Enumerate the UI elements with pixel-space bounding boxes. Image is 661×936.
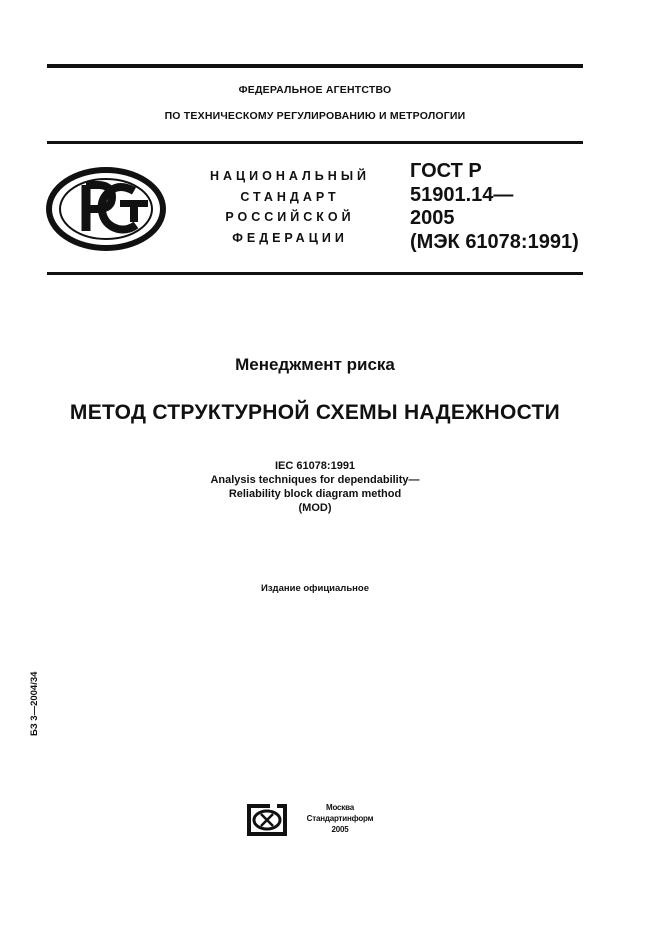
- standard-designation: [410, 160, 579, 254]
- iec-title-line-1: Analysis techniques for dependability—: [210, 474, 420, 486]
- iec-title-line-2: Reliability block diagram method: [228, 488, 402, 500]
- designation-line-2: 51901.14—: [410, 183, 514, 206]
- publisher-year: 2005: [331, 825, 349, 834]
- side-code: БЗ 3—2004/34: [29, 671, 40, 736]
- national-line-2: СТАНДАРТ: [240, 189, 340, 204]
- designation-line-3: 2005: [410, 207, 455, 229]
- header-rule: [47, 141, 583, 144]
- agency-line-2: ПО ТЕХНИЧЕСКОМУ РЕГУЛИРОВАНИЮ И МЕТРОЛОГИИ: [164, 110, 466, 122]
- publisher-block: [295, 802, 385, 835]
- publisher-city: Москва: [326, 803, 354, 812]
- document-subtitle: Менеджмент риска: [235, 355, 395, 374]
- top-rule: [47, 64, 583, 68]
- edition-label: Издание официальное: [261, 583, 369, 594]
- national-line-4: ФЕДЕРАЦИИ: [232, 230, 348, 245]
- designation-line-4: (МЭК 61078:1991): [410, 230, 579, 253]
- modification-mark: (MOD): [298, 502, 332, 514]
- document-title: МЕТОД СТРУКТУРНОЙ СХЕМЫ НАДЕЖНОСТИ: [69, 401, 561, 424]
- international-reference: [0, 459, 630, 515]
- rst-logo-icon: [46, 167, 166, 256]
- national-standard-label: [200, 166, 380, 248]
- standartinform-logo-icon: [247, 804, 287, 841]
- designation-rule: [47, 272, 583, 275]
- publisher-name: Стандартинформ: [306, 814, 374, 823]
- iec-code: IEC 61078:1991: [274, 460, 356, 472]
- designation-line-1: ГОСТ Р: [410, 160, 482, 182]
- agency-line-1: ФЕДЕРАЛЬНОЕ АГЕНТСТВО: [238, 84, 392, 96]
- national-line-1: НАЦИОНАЛЬНЫЙ: [209, 169, 371, 183]
- national-line-3: РОССИЙСКОЙ: [225, 210, 355, 224]
